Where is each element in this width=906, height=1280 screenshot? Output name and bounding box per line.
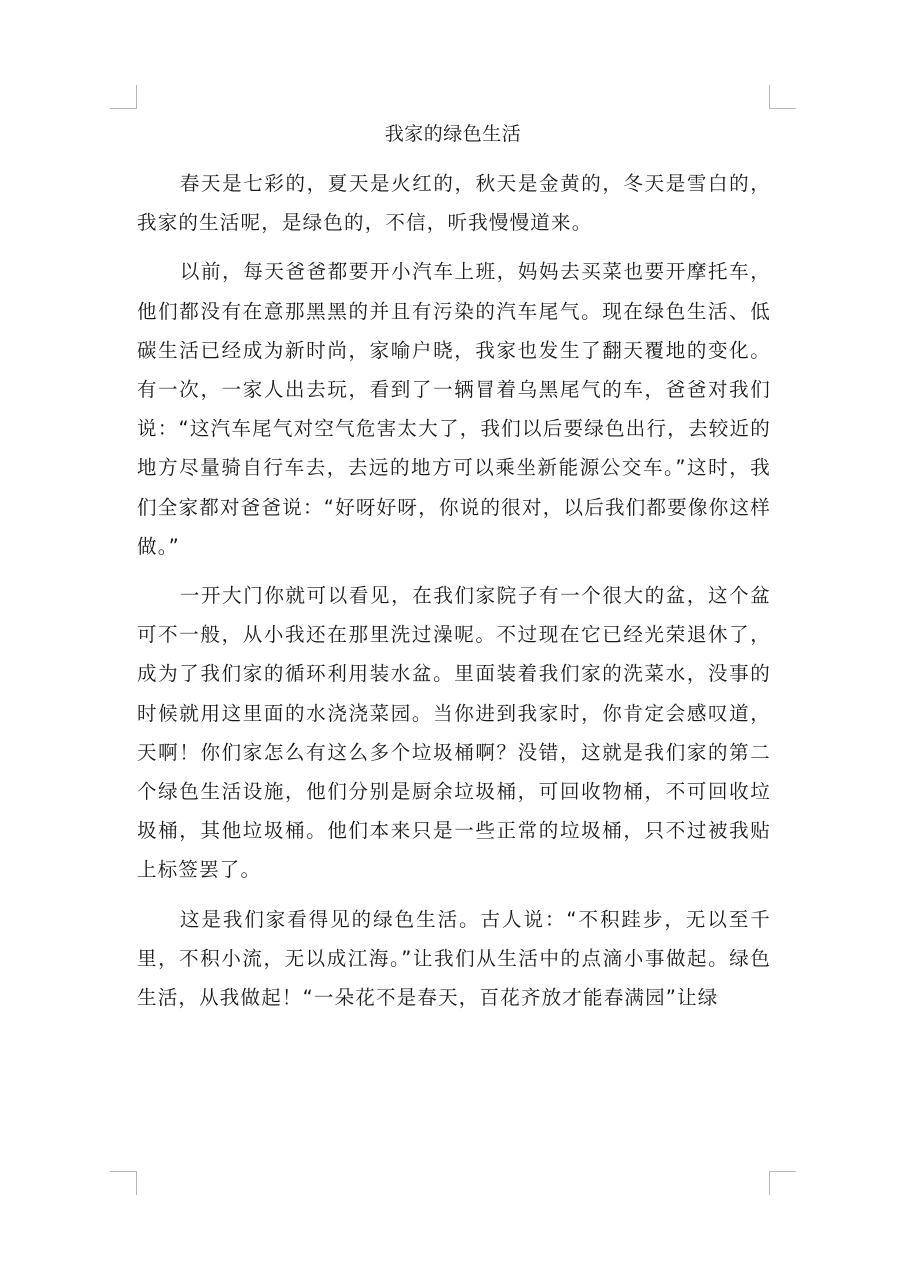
corner-mark-top-right: [769, 85, 796, 109]
corner-mark-top-left: [110, 85, 137, 109]
paragraph-intro: 春天是七彩的，夏天是火红的，秋天是金黄的，冬天是雪白的，我家的生活呢，是绿色的，不信，听我慢慢道来。: [137, 172, 771, 235]
paragraph-conclusion: 这是我们家看得见的绿色生活。古人说：“不积跬步，无以至千里，不积小流，无以成江海。”让我们从生活中的点滴小事做起。绿色生活，从我做起！“一朵花不是春天，百花齐放才能春满园”让绿: [137, 907, 771, 1010]
document-body: [137, 164, 771, 1017]
corner-mark-bottom-left: [110, 1171, 137, 1195]
paragraph-recycling: 一开大门你就可以看见，在我们家院子有一个很大的盆，这个盆可不一般，从小我还在那里洗过澡呢。不过现在它已经光荣退休了，成为了我们家的循环利用装水盆。里面装着我们家的洗菜水，没事的时候就用这里面的水浇浇菜园。当你进到我家时，你肯定会感叹道，天啊！你们家怎么有这么多个垃圾桶啊？没错，这就是我们家的第二个绿色生活设施，他们分别是厨余垃圾桶，可回收物桶，不可回收垃圾桶，其他垃圾桶。他们本来只是一些正常的垃圾桶，只不过被我贴上标签罢了。: [137, 584, 771, 882]
corner-mark-bottom-right: [769, 1171, 796, 1195]
paragraph-green-travel: 以前，每天爸爸都要开小汽车上班，妈妈去买菜也要开摩托车，他们都没有在意那黑黑的并且有污染的汽车尾气。现在绿色生活、低碳生活已经成为新时尚，家喻户晓，我家也发生了翻天覆地的变化。有一次，一家人出去玩，看到了一辆冒着乌黑尾气的车，爸爸对我们说：“这汽车尾气对空气危害太大了，我们以后要绿色出行，去较近的地方尽量骑自行车去，去远的地方可以乘坐新能源公交车。”这时，我们全家都对爸爸说：“好呀好呀，你说的很对，以后我们都要像你这样做。”: [137, 260, 771, 558]
document-title: 我家的绿色生活: [384, 123, 522, 145]
